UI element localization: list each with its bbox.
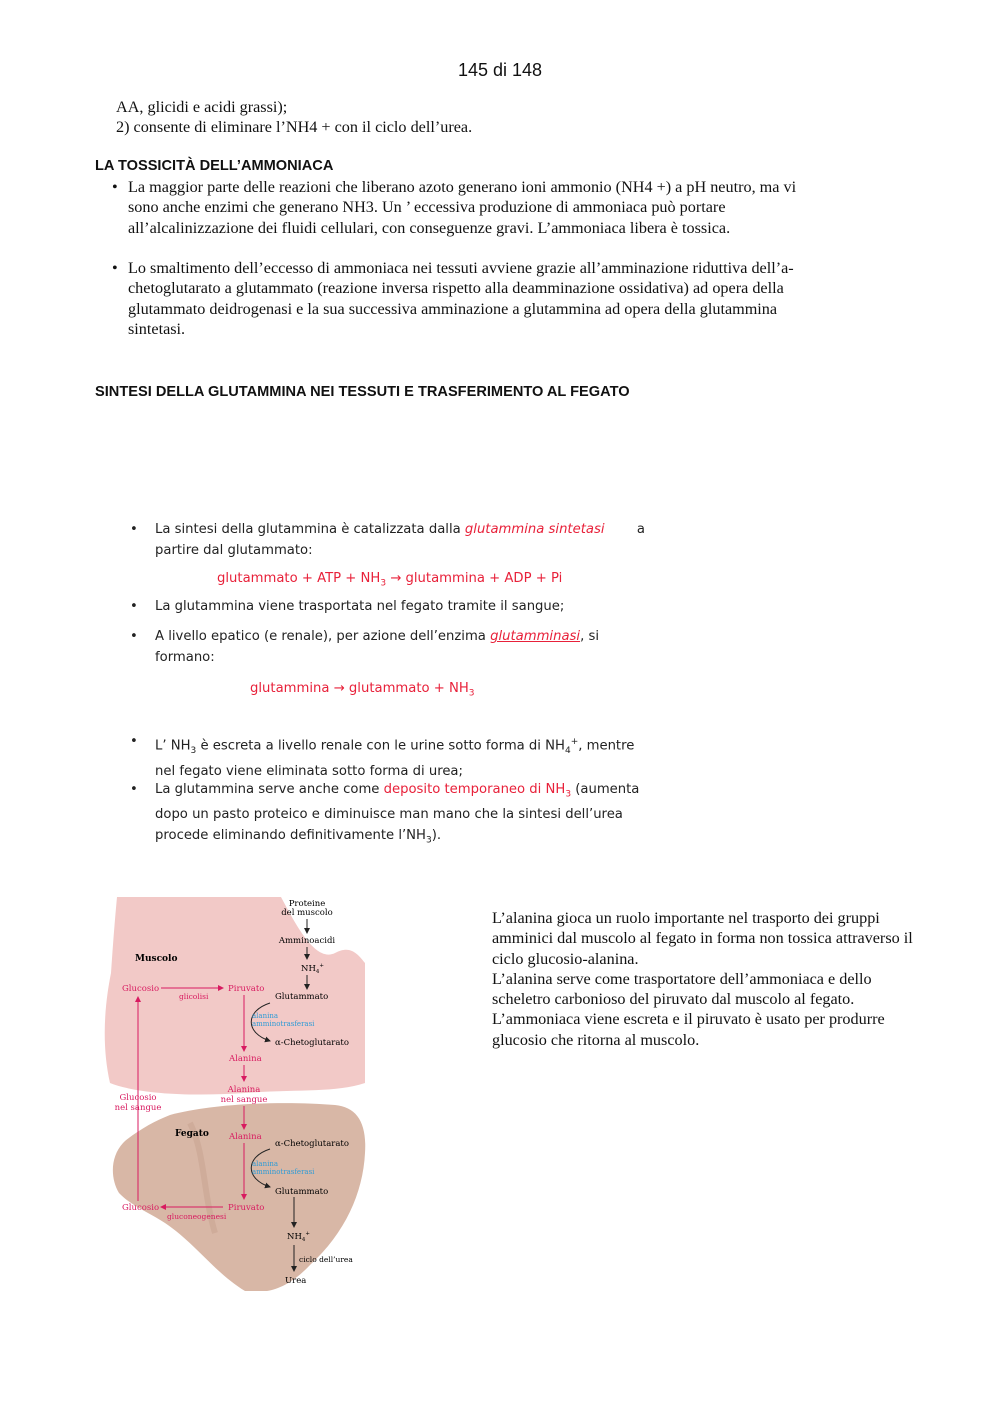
label-nh4-muscle: $NH_4^+$ (301, 963, 324, 975)
bullet-marker: • (112, 178, 118, 196)
intro-line-2: 2) consente di eliminare l’NH4 + con il ciclo dell’urea. (116, 118, 473, 136)
label-chetoglutarato-liver: α-Chetoglutarato (275, 1139, 349, 1149)
label-piruvato-liver: Piruvato (228, 1203, 265, 1213)
bullet-2-line-1: Lo smaltimento dell’eccesso di ammoniaca nei tessuti avviene grazie all’amminazione riduttiva dell’a- (128, 259, 794, 277)
enzyme-glutammina-sintetasi: glutammina sintetasi (464, 522, 605, 537)
glucose-alanine-cycle-figure (95, 893, 375, 1293)
arrow-icon: → (390, 571, 402, 586)
section-heading-glutamine-synthesis: SINTESI DELLA GLUTAMMINA NEI TESSUTI E TRASFERIMENTO AL FEGATO (95, 384, 630, 400)
label-enzyme-alt-liver-1: alanina (252, 1160, 279, 1168)
slide-bullet-1: • La sintesi della glutammina è catalizzata dalla glutammina sintetasi a partire dal glutammato: (130, 522, 645, 558)
label-enzyme-alt-liver-2: amminotrasferasi (252, 1168, 315, 1176)
label-muscolo: Muscolo (135, 954, 178, 964)
label-alanina-liver: Alanina (229, 1132, 262, 1142)
label-chetoglutarato-muscle: α-Chetoglutarato (275, 1038, 349, 1048)
bullet-ammonia-toxicity (112, 177, 902, 238)
bullet-1-line-3: all’alcalinizzazione dei fluidi cellulari, con conseguenze gravi. L’ammoniaca libera è tossica. (128, 218, 731, 237)
slide-bullet-3: • A livello epatico (e renale), per azione dell’enzima glutamminasi, si formano: (130, 629, 599, 665)
label-glucosio-sangue-2: nel sangue (114, 1103, 162, 1113)
equation-glutamine-synthesis: glutammato + ATP + $NH_3$ → glutammina + ADP + Pi (217, 571, 563, 589)
arrow-icon: → (333, 681, 345, 696)
label-gluconeogenesi: gluconeogenesi (167, 1212, 227, 1221)
label-piruvato-muscle: Piruvato (228, 984, 265, 994)
page-number: 145 di 148 (457, 60, 543, 80)
label-glutammato-muscle: Glutammato (275, 992, 329, 1002)
label-amminoacidi: Amminoacidi (278, 936, 336, 946)
intro-line-1: AA, glicidi e acidi grassi); (116, 98, 288, 116)
slide-bullet-2: • La glutammina viene trasportata nel fegato tramite il sangue; (130, 599, 565, 614)
bullet-2-line-3: glutammato deidrogenasi e la sua successiva amminazione a glutammina ad opera della glutammina (128, 299, 778, 318)
label-glicolisi: glicolisi (179, 992, 209, 1001)
alanine-explanation: L’alanina gioca un ruolo importante nel trasporto dei gruppi amminici dal muscolo al fegato in forma non tossica attraverso il ciclo glucosio-alanina. L’alanina serve come trasportatore dell’ammoniaca e dello scheletro carbonioso del piruvato dal muscolo al fegato. L’ammoniaca viene escreta e il piruvato è usato per produrre glucosio che ritorna al muscolo. (492, 909, 913, 1049)
label-alanina-sangue-1: Alanina (227, 1085, 261, 1095)
enzyme-glutamminasi: glutamminasi (490, 629, 581, 644)
label-fegato: Fegato (175, 1129, 209, 1139)
bullet-ammonia-disposal (112, 258, 902, 339)
label-enzyme-alt-muscle-2: amminotrasferasi (252, 1020, 315, 1028)
equation-glutaminase: glutammina → glutammato + $NH_3$ (250, 681, 475, 699)
label-glucosio-muscle: Glucosio (122, 984, 160, 994)
label-nh4-liver: $NH_4^+$ (287, 1231, 310, 1243)
label-alanina-sangue-2: nel sangue (220, 1095, 268, 1105)
label-enzyme-alt-muscle-1: alanina (252, 1012, 279, 1020)
bullet-1-line-2: sono anche enzimi che generano NH3. Un ’ eccessiva produzione di ammoniaca può portare (128, 198, 726, 217)
bullet-2-line-2: chetoglutarato a glutammato (reazione inversa rispetto alla deamminazione ossidativa) ad opera della (128, 279, 784, 298)
label-glutammato-liver: Glutammato (275, 1187, 329, 1197)
bullet-marker: • (112, 259, 118, 277)
label-glucosio-liver: Glucosio (122, 1203, 160, 1213)
label-alanina-muscle: Alanina (229, 1054, 262, 1064)
bullet-2-line-4: sintetasi. (128, 319, 186, 338)
bullet-1-line-1: La maggior parte delle reazioni che liberano azoto generano ioni ammonio (NH4 +) a pH neutro, ma vi (128, 178, 797, 196)
section-heading-ammonia-toxicity: LA TOSSICITÀ DELL’AMMONIACA (95, 158, 334, 174)
label-glucosio-sangue-1: Glucosio (119, 1093, 157, 1103)
slide-bullet-5: • La glutammina serve anche come deposito temporaneo di $NH_3$ (aumenta dopo un pasto proteico e diminuisce man mano che la sintesi dell’urea procede eliminando definitivamente $l’NH_3$). (130, 782, 640, 846)
label-del-muscolo: del muscolo (281, 908, 333, 918)
slide-bullet-4: • L’ $NH_3$ è escreta a livello renale con le urine sotto forma di $NH_4^+$, mentre nel fegato viene eliminata sotto forma di urea; (130, 734, 635, 779)
label-ciclo-urea: ciclo dell’urea (299, 1255, 353, 1264)
label-proteine: Proteine (288, 899, 326, 909)
label-urea: Urea (285, 1276, 307, 1286)
